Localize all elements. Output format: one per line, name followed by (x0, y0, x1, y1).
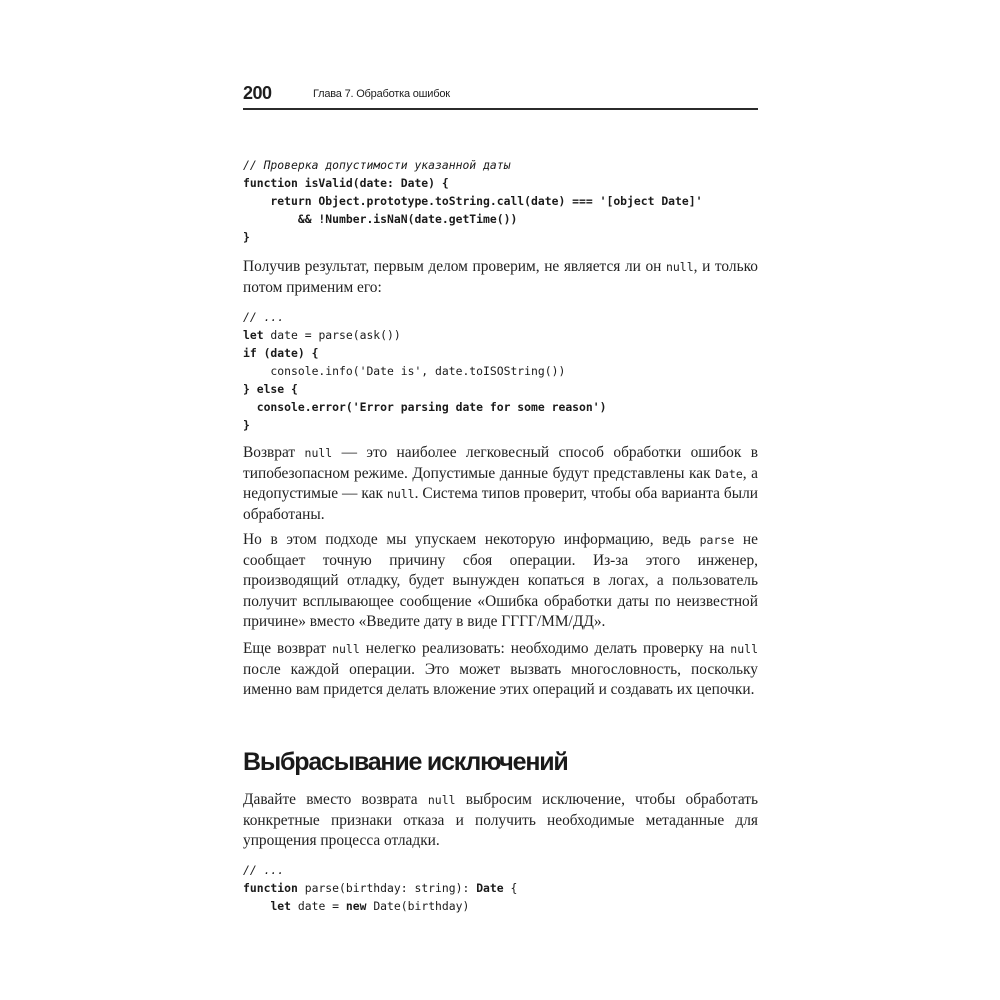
code-block-parse-check: // ... let date = parse(ask()) if (date) { console.info('Date is', date.toISOString()) } else { console.error('Error parsing date for some reason') } (243, 310, 607, 432)
code-line: if (date) { (243, 346, 319, 360)
inline-code: null (730, 642, 758, 656)
code-comment: // ... (243, 863, 285, 877)
code-line: console.error('Error parsing date for some reason') (243, 400, 607, 414)
page-header (243, 82, 758, 110)
paragraph: Давайте вместо возврата null выбросим исключение, чтобы обработать конкретные признаки отказа и получить необходимые метаданные для упрощения процесса отладки. (243, 791, 758, 849)
inline-code: null (386, 487, 415, 501)
paragraph: Возврат null — это наиболее легковесный способ обработки ошибок в типобезопасном режиме. Допустимые данные будут представлены как Date, а недопустимые — как null. Система типов проверит, чтобы оба варианта были обработаны. (243, 444, 758, 523)
inline-code: Date (715, 466, 743, 481)
inline-code: parse (699, 533, 735, 547)
paragraph: Еще возврат null нелегко реализовать: необходимо делать проверку на null после каждой операции. Это может вызвать многословность, поскольку именно вам придется делать вложение этих операций и создавать их цепочки. (243, 640, 758, 698)
section-heading: Выбрасывание исключений (243, 748, 568, 776)
inline-code: null (427, 793, 456, 807)
code-line: && !Number.isNaN(date.getTime()) (243, 212, 518, 226)
code-block-throw: // ... function parse(birthday: string): Date { let date = new Date(birthday) (243, 863, 518, 913)
code-line: } (243, 230, 250, 244)
inline-code: null (332, 642, 360, 656)
chapter-title: Глава 7. Обработка ошибок (313, 88, 450, 100)
inline-code: null (665, 260, 694, 274)
inline-code: null (304, 446, 333, 460)
code-line: return Object.prototype.toString.call(date) === '[object Date]' (243, 194, 703, 208)
code-comment: // ... (243, 310, 285, 324)
code-block-isvalid (243, 156, 758, 246)
paragraph: Но в этом подходе мы упускаем некоторую информацию, ведь parse не сообщает точную причину сбоя операции. Из-за этого инженер, производящий отладку, будет вынужден копаться в логах, а пользователь получит всплывающее сообщение «Ошибка обработки даты по неизвестной причине» вместо «Введите дату в виде ГГГГ/ММ/ДД». (243, 531, 758, 630)
code-line: } (243, 418, 250, 432)
page-number: 200 (243, 83, 272, 103)
paragraph: Получив результат, первым делом проверим, не является ли он null, и только потом применим его: (243, 258, 758, 296)
code-comment: // Проверка допустимости указанной даты (243, 158, 511, 172)
book-page (243, 82, 758, 982)
section-heading-block (243, 747, 758, 777)
code-line: function isValid(date: Date) { (243, 176, 449, 190)
code-line: } else { (243, 382, 298, 396)
code-line: console.info('Date is', date.toISOString()) (243, 364, 566, 378)
